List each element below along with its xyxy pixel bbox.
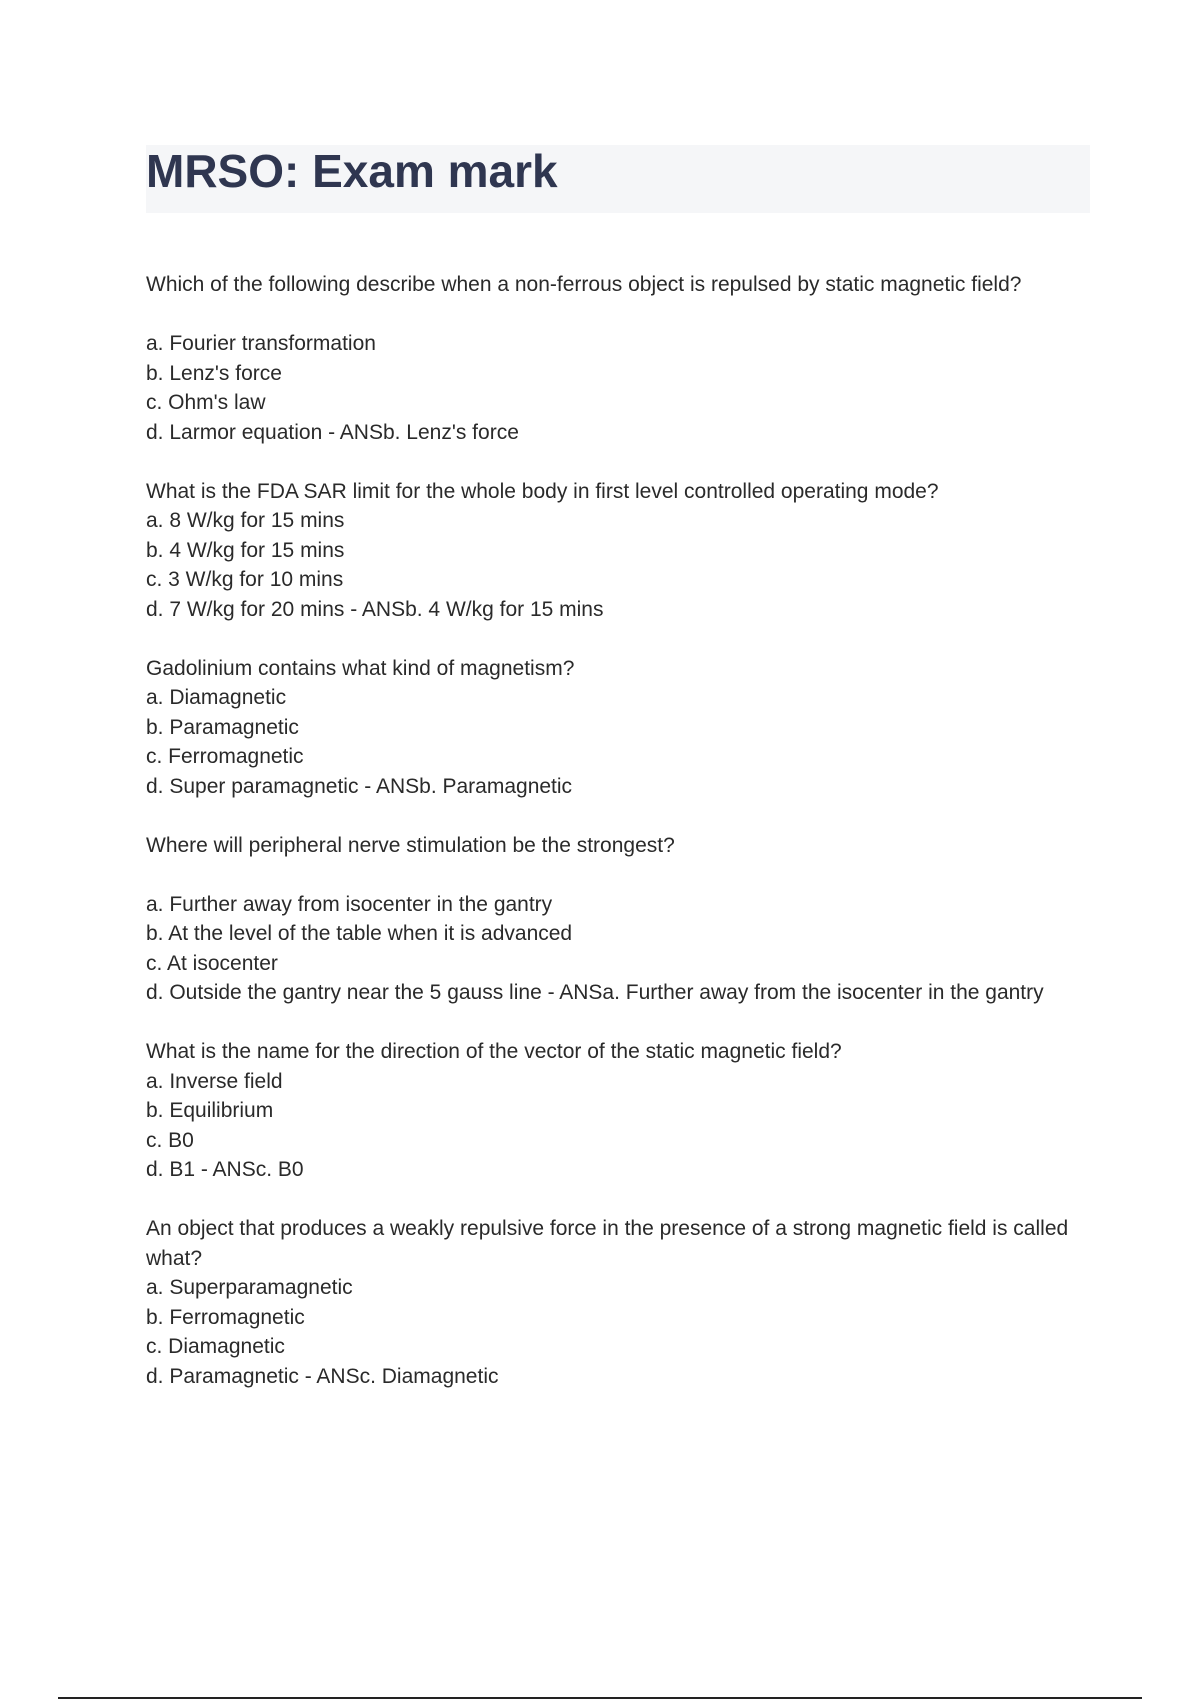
answer-options — [146, 890, 1096, 1008]
question-block — [146, 1037, 1096, 1185]
answer-option: a. Fourier transformation — [146, 332, 376, 355]
question-text: What is the name for the direction of the vector of the static magnetic field? — [146, 1040, 842, 1063]
answer-option: b. At the level of the table when it is advanced — [146, 922, 573, 945]
question-text: Where will peripheral nerve stimulation be the strongest? — [146, 833, 675, 857]
question-text: Gadolinium contains what kind of magnetism? — [146, 656, 575, 680]
answer-option: a. Superparamagnetic — [146, 1276, 353, 1299]
answer-options — [146, 329, 1096, 447]
answer-option: c. 3 W/kg for 10 mins — [146, 568, 344, 591]
answer-options — [146, 506, 1096, 624]
answer-option: a. 8 W/kg for 15 mins — [146, 509, 345, 532]
answer-option: d. Larmor equation - ANSb. Lenz's force — [146, 420, 519, 444]
answer-option: a. Inverse field — [146, 1069, 283, 1093]
answer-option: d. Super paramagnetic - ANSb. Paramagnetic — [146, 774, 573, 798]
question-block — [146, 477, 1096, 625]
answer-option: b. 4 W/kg for 15 mins — [146, 538, 345, 562]
answer-option: d. Paramagnetic - ANSc. Diamagnetic — [146, 1364, 499, 1388]
answer-option: c. Ferromagnetic — [146, 745, 304, 768]
question-text: An object that produces a weakly repulsive force in the presence of a strong magnetic field is called what? — [146, 1217, 1069, 1270]
answer-option: b. Equilibrium — [146, 1099, 274, 1122]
answer-options — [146, 1067, 1096, 1185]
answer-option: b. Paramagnetic — [146, 715, 299, 739]
answer-options — [146, 683, 1096, 801]
footer-divider — [58, 1697, 1142, 1699]
page-title: MRSO: Exam mark — [146, 145, 558, 197]
question-block — [146, 654, 1096, 802]
question-block — [146, 1214, 1096, 1391]
answer-option: a. Further away from isocenter in the gantry — [146, 892, 553, 916]
question-block — [146, 831, 1096, 1008]
question-list — [146, 270, 1096, 1421]
answer-option: b. Lenz's force — [146, 361, 282, 385]
answer-option: c. Ohm's law — [146, 391, 266, 414]
answer-option: b. Ferromagnetic — [146, 1305, 305, 1329]
answer-option: c. At isocenter — [146, 951, 278, 975]
answer-option: d. Outside the gantry near the 5 gauss line - ANSa. Further away from the isocenter in the gantry — [146, 981, 1044, 1004]
answer-option: d. 7 W/kg for 20 mins - ANSb. 4 W/kg for 15 mins — [146, 597, 604, 621]
answer-option: c. B0 — [146, 1128, 194, 1152]
answer-option: d. B1 - ANSc. B0 — [146, 1158, 304, 1181]
answer-option: c. Diamagnetic — [146, 1335, 285, 1358]
answer-options — [146, 1273, 1096, 1391]
answer-option: a. Diamagnetic — [146, 686, 287, 709]
question-text: Which of the following describe when a non-ferrous object is repulsed by static magnetic field? — [146, 273, 1022, 296]
question-block — [146, 270, 1096, 447]
question-text: What is the FDA SAR limit for the whole body in first level controlled operating mode? — [146, 479, 939, 503]
